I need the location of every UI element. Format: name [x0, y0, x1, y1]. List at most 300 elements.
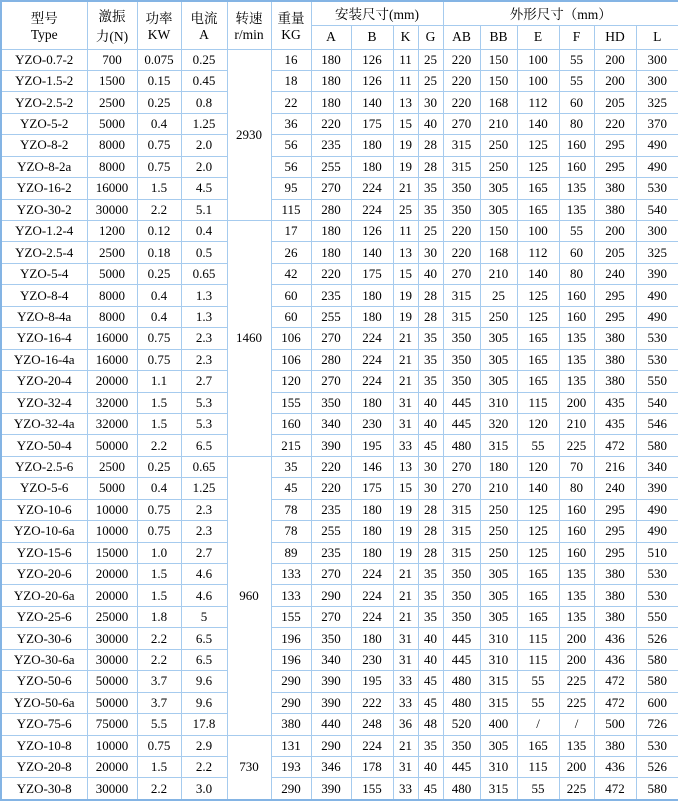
- cell-outline-l: 325: [636, 242, 678, 263]
- cell-mount-b: 126: [351, 49, 393, 70]
- cell-outline-f: 135: [559, 735, 594, 756]
- cell-outline-bb: 305: [480, 564, 517, 585]
- cell-mount-k: 21: [393, 328, 418, 349]
- cell-mount-b: 224: [351, 328, 393, 349]
- cell-outline-e: 115: [517, 649, 559, 670]
- cell-weight: 193: [271, 756, 311, 777]
- header-current: [181, 1, 227, 49]
- cell-outline-ab: 350: [443, 178, 480, 199]
- cell-weight: 89: [271, 542, 311, 563]
- cell-outline-bb: 168: [480, 242, 517, 263]
- cell-outline-hd: 200: [594, 221, 636, 242]
- cell-mount-g: 48: [418, 714, 443, 735]
- cell-outline-bb: 25: [480, 285, 517, 306]
- cell-outline-f: 160: [559, 156, 594, 177]
- cell-outline-ab: 445: [443, 756, 480, 777]
- cell-force: 50000: [87, 435, 137, 456]
- header-speed-cn: 转速: [235, 11, 263, 27]
- cell-power: 2.2: [137, 778, 181, 800]
- cell-outline-l: 490: [636, 521, 678, 542]
- cell-outline-l: 370: [636, 113, 678, 134]
- cell-mount-k: 11: [393, 70, 418, 91]
- cell-outline-l: 550: [636, 606, 678, 627]
- cell-outline-ab: 445: [443, 628, 480, 649]
- cell-outline-f: 200: [559, 649, 594, 670]
- cell-weight: 155: [271, 606, 311, 627]
- cell-force: 15000: [87, 542, 137, 563]
- cell-mount-g: 40: [418, 649, 443, 670]
- cell-outline-bb: 320: [480, 413, 517, 434]
- cell-mount-g: 35: [418, 328, 443, 349]
- cell-weight: 78: [271, 499, 311, 520]
- cell-type: YZO-8-4a: [1, 306, 87, 327]
- cell-outline-l: 300: [636, 221, 678, 242]
- cell-power: 3.7: [137, 671, 181, 692]
- cell-outline-hd: 240: [594, 478, 636, 499]
- cell-current: 4.6: [181, 564, 227, 585]
- cell-type: YZO-0.7-2: [1, 49, 87, 70]
- header-current-cn: 电流: [190, 11, 218, 27]
- cell-current: 0.45: [181, 70, 227, 91]
- cell-outline-l: 490: [636, 285, 678, 306]
- table-row: [1, 585, 678, 606]
- cell-mount-b: 248: [351, 714, 393, 735]
- cell-outline-e: 115: [517, 628, 559, 649]
- cell-type: YZO-8-2: [1, 135, 87, 156]
- cell-outline-f: 160: [559, 306, 594, 327]
- cell-force: 20000: [87, 756, 137, 777]
- cell-weight: 106: [271, 328, 311, 349]
- cell-power: 0.4: [137, 478, 181, 499]
- cell-outline-f: 70: [559, 456, 594, 477]
- cell-outline-ab: 220: [443, 92, 480, 113]
- cell-outline-bb: 210: [480, 263, 517, 284]
- cell-mount-k: 21: [393, 564, 418, 585]
- header-outline-ab: AB: [443, 25, 480, 49]
- cell-current: 2.7: [181, 542, 227, 563]
- cell-weight: 18: [271, 70, 311, 91]
- cell-power: 5.5: [137, 714, 181, 735]
- cell-mount-a: 340: [311, 413, 351, 434]
- cell-mount-k: 31: [393, 649, 418, 670]
- cell-force: 5000: [87, 263, 137, 284]
- header-outline-bb: BB: [480, 25, 517, 49]
- cell-mount-a: 220: [311, 263, 351, 284]
- cell-mount-b: 230: [351, 413, 393, 434]
- cell-force: 32000: [87, 392, 137, 413]
- cell-outline-bb: 305: [480, 585, 517, 606]
- cell-power: 1.5: [137, 585, 181, 606]
- cell-power: 1.5: [137, 178, 181, 199]
- cell-mount-b: 126: [351, 70, 393, 91]
- cell-outline-e: 120: [517, 456, 559, 477]
- cell-mount-g: 40: [418, 756, 443, 777]
- cell-force: 2500: [87, 242, 137, 263]
- cell-mount-a: 255: [311, 156, 351, 177]
- cell-current: 0.25: [181, 49, 227, 70]
- cell-mount-b: 180: [351, 499, 393, 520]
- cell-current: 6.5: [181, 628, 227, 649]
- cell-weight: 115: [271, 199, 311, 220]
- cell-outline-e: 140: [517, 478, 559, 499]
- cell-power: 0.25: [137, 263, 181, 284]
- cell-outline-hd: 472: [594, 671, 636, 692]
- cell-outline-l: 540: [636, 392, 678, 413]
- cell-power: 3.7: [137, 692, 181, 713]
- cell-outline-e: 115: [517, 756, 559, 777]
- cell-outline-bb: 305: [480, 328, 517, 349]
- cell-type: YZO-1.2-4: [1, 221, 87, 242]
- cell-outline-e: 165: [517, 606, 559, 627]
- table-row: [1, 371, 678, 392]
- cell-outline-f: 135: [559, 585, 594, 606]
- cell-current: 2.3: [181, 499, 227, 520]
- cell-outline-e: 165: [517, 585, 559, 606]
- table-row: [1, 671, 678, 692]
- header-speed-unit: r/min: [234, 27, 264, 43]
- cell-outline-l: 550: [636, 371, 678, 392]
- cell-mount-b: 230: [351, 649, 393, 670]
- cell-current: 5.1: [181, 199, 227, 220]
- cell-mount-b: 180: [351, 628, 393, 649]
- cell-type: YZO-5-4: [1, 263, 87, 284]
- cell-current: 2.9: [181, 735, 227, 756]
- cell-outline-ab: 350: [443, 606, 480, 627]
- table-row: [1, 285, 678, 306]
- cell-outline-e: 165: [517, 735, 559, 756]
- table-row: [1, 70, 678, 91]
- cell-outline-e: 125: [517, 521, 559, 542]
- cell-outline-f: 55: [559, 49, 594, 70]
- cell-mount-g: 28: [418, 285, 443, 306]
- cell-outline-hd: 205: [594, 92, 636, 113]
- cell-mount-a: 280: [311, 349, 351, 370]
- cell-outline-f: 200: [559, 392, 594, 413]
- cell-mount-b: 155: [351, 778, 393, 800]
- cell-outline-bb: 315: [480, 671, 517, 692]
- cell-mount-a: 390: [311, 692, 351, 713]
- cell-outline-ab: 220: [443, 49, 480, 70]
- cell-mount-k: 21: [393, 178, 418, 199]
- cell-outline-ab: 350: [443, 328, 480, 349]
- cell-mount-g: 40: [418, 392, 443, 413]
- cell-current: 3.0: [181, 778, 227, 800]
- cell-force: 20000: [87, 585, 137, 606]
- cell-outline-ab: 520: [443, 714, 480, 735]
- cell-force: 20000: [87, 564, 137, 585]
- cell-outline-hd: 295: [594, 285, 636, 306]
- cell-mount-b: 175: [351, 113, 393, 134]
- cell-outline-ab: 270: [443, 478, 480, 499]
- cell-mount-a: 346: [311, 756, 351, 777]
- cell-outline-e: 100: [517, 70, 559, 91]
- cell-outline-hd: 380: [594, 178, 636, 199]
- cell-outline-bb: 315: [480, 435, 517, 456]
- cell-outline-ab: 220: [443, 70, 480, 91]
- cell-outline-l: 526: [636, 756, 678, 777]
- cell-mount-k: 15: [393, 478, 418, 499]
- cell-mount-b: 195: [351, 435, 393, 456]
- cell-outline-e: 55: [517, 435, 559, 456]
- cell-force: 50000: [87, 692, 137, 713]
- cell-force: 30000: [87, 199, 137, 220]
- cell-outline-ab: 220: [443, 242, 480, 263]
- cell-outline-ab: 480: [443, 778, 480, 800]
- cell-outline-f: 135: [559, 178, 594, 199]
- table-row: [1, 564, 678, 585]
- cell-weight: 42: [271, 263, 311, 284]
- cell-mount-a: 220: [311, 478, 351, 499]
- table-row: [1, 349, 678, 370]
- cell-force: 2500: [87, 92, 137, 113]
- cell-force: 5000: [87, 478, 137, 499]
- header-force: [87, 1, 137, 49]
- cell-current: 9.6: [181, 671, 227, 692]
- cell-current: 1.25: [181, 478, 227, 499]
- cell-outline-ab: 445: [443, 649, 480, 670]
- cell-outline-e: 100: [517, 49, 559, 70]
- cell-force: 50000: [87, 671, 137, 692]
- cell-mount-b: 126: [351, 221, 393, 242]
- cell-mount-a: 180: [311, 242, 351, 263]
- cell-power: 0.25: [137, 456, 181, 477]
- cell-outline-e: 125: [517, 135, 559, 156]
- cell-outline-ab: 480: [443, 692, 480, 713]
- cell-mount-g: 28: [418, 542, 443, 563]
- header-outline-group: 外形尺寸（mm）: [443, 1, 678, 25]
- cell-mount-g: 28: [418, 306, 443, 327]
- cell-mount-k: 19: [393, 285, 418, 306]
- cell-mount-b: 180: [351, 392, 393, 413]
- cell-outline-hd: 380: [594, 349, 636, 370]
- cell-mount-b: 195: [351, 671, 393, 692]
- cell-mount-a: 270: [311, 178, 351, 199]
- cell-weight: 26: [271, 242, 311, 263]
- cell-current: 5: [181, 606, 227, 627]
- cell-outline-hd: 380: [594, 585, 636, 606]
- cell-mount-b: 180: [351, 306, 393, 327]
- cell-mount-b: 178: [351, 756, 393, 777]
- cell-mount-a: 220: [311, 456, 351, 477]
- table-row: [1, 242, 678, 263]
- cell-outline-l: 580: [636, 671, 678, 692]
- cell-weight: 155: [271, 392, 311, 413]
- cell-outline-hd: 436: [594, 649, 636, 670]
- cell-outline-hd: 295: [594, 306, 636, 327]
- cell-current: 6.5: [181, 649, 227, 670]
- cell-outline-f: 80: [559, 263, 594, 284]
- cell-outline-bb: 305: [480, 178, 517, 199]
- cell-weight: 56: [271, 156, 311, 177]
- cell-type: YZO-75-6: [1, 714, 87, 735]
- cell-mount-k: 36: [393, 714, 418, 735]
- cell-mount-a: 290: [311, 735, 351, 756]
- table-row: [1, 778, 678, 800]
- cell-outline-e: 165: [517, 328, 559, 349]
- table-row: [1, 113, 678, 134]
- table-row: [1, 478, 678, 499]
- cell-weight: 215: [271, 435, 311, 456]
- cell-power: 0.75: [137, 135, 181, 156]
- cell-mount-a: 180: [311, 92, 351, 113]
- cell-outline-l: 546: [636, 413, 678, 434]
- cell-outline-ab: 270: [443, 456, 480, 477]
- cell-current: 5.3: [181, 413, 227, 434]
- cell-outline-hd: 380: [594, 371, 636, 392]
- cell-outline-bb: 150: [480, 221, 517, 242]
- cell-current: 0.65: [181, 263, 227, 284]
- cell-force: 700: [87, 49, 137, 70]
- cell-weight: 196: [271, 628, 311, 649]
- cell-power: 0.075: [137, 49, 181, 70]
- cell-outline-ab: 315: [443, 306, 480, 327]
- table-row: [1, 628, 678, 649]
- cell-weight: 22: [271, 92, 311, 113]
- header-weight-cn: 重量: [277, 11, 305, 27]
- cell-mount-g: 35: [418, 178, 443, 199]
- cell-outline-hd: 472: [594, 435, 636, 456]
- cell-mount-k: 21: [393, 606, 418, 627]
- table-row: [1, 521, 678, 542]
- cell-force: 20000: [87, 371, 137, 392]
- cell-power: 1.5: [137, 564, 181, 585]
- cell-outline-hd: 295: [594, 499, 636, 520]
- header-power: [137, 1, 181, 49]
- cell-outline-e: 115: [517, 392, 559, 413]
- cell-outline-hd: 435: [594, 413, 636, 434]
- cell-outline-ab: 270: [443, 113, 480, 134]
- cell-outline-ab: 315: [443, 521, 480, 542]
- header-force-unit: 力(N): [95, 29, 129, 45]
- cell-outline-f: 55: [559, 221, 594, 242]
- cell-current: 0.8: [181, 92, 227, 113]
- table-row: [1, 714, 678, 735]
- cell-force: 5000: [87, 113, 137, 134]
- cell-outline-e: 55: [517, 778, 559, 800]
- cell-mount-a: 235: [311, 285, 351, 306]
- cell-outline-ab: 350: [443, 371, 480, 392]
- cell-outline-hd: 205: [594, 242, 636, 263]
- cell-mount-k: 31: [393, 392, 418, 413]
- cell-weight: 60: [271, 306, 311, 327]
- cell-outline-bb: 315: [480, 692, 517, 713]
- cell-mount-k: 33: [393, 692, 418, 713]
- cell-weight: 35: [271, 456, 311, 477]
- cell-outline-bb: 315: [480, 778, 517, 800]
- cell-force: 10000: [87, 521, 137, 542]
- cell-type: YZO-32-4a: [1, 413, 87, 434]
- cell-outline-f: 135: [559, 371, 594, 392]
- cell-power: 0.18: [137, 242, 181, 263]
- cell-outline-bb: 310: [480, 756, 517, 777]
- cell-outline-f: 160: [559, 499, 594, 520]
- cell-outline-ab: 315: [443, 156, 480, 177]
- cell-outline-ab: 350: [443, 349, 480, 370]
- cell-speed: 2930: [227, 49, 271, 221]
- cell-mount-b: 224: [351, 585, 393, 606]
- cell-outline-ab: 220: [443, 221, 480, 242]
- cell-outline-l: 530: [636, 328, 678, 349]
- cell-type: YZO-20-8: [1, 756, 87, 777]
- cell-outline-bb: 305: [480, 349, 517, 370]
- cell-outline-ab: 445: [443, 413, 480, 434]
- cell-mount-g: 30: [418, 456, 443, 477]
- cell-mount-k: 31: [393, 413, 418, 434]
- header-mount-group: 安装尺寸(mm): [311, 1, 443, 25]
- cell-weight: 160: [271, 413, 311, 434]
- header-outline-f: F: [559, 25, 594, 49]
- cell-type: YZO-16-4: [1, 328, 87, 349]
- cell-mount-a: 340: [311, 649, 351, 670]
- cell-outline-bb: 250: [480, 499, 517, 520]
- cell-mount-b: 224: [351, 735, 393, 756]
- cell-outline-e: /: [517, 714, 559, 735]
- cell-power: 1.1: [137, 371, 181, 392]
- cell-outline-f: 135: [559, 199, 594, 220]
- cell-force: 16000: [87, 178, 137, 199]
- table-row: [1, 135, 678, 156]
- cell-mount-b: 224: [351, 371, 393, 392]
- cell-current: 1.25: [181, 113, 227, 134]
- cell-speed: 960: [227, 456, 271, 735]
- cell-current: 2.3: [181, 328, 227, 349]
- cell-type: YZO-10-8: [1, 735, 87, 756]
- cell-outline-bb: 310: [480, 628, 517, 649]
- cell-type: YZO-50-6a: [1, 692, 87, 713]
- table-row: [1, 199, 678, 220]
- cell-current: 1.3: [181, 306, 227, 327]
- cell-current: 17.8: [181, 714, 227, 735]
- table-row: [1, 413, 678, 434]
- cell-outline-bb: 310: [480, 392, 517, 413]
- cell-outline-ab: 315: [443, 499, 480, 520]
- cell-outline-f: 160: [559, 285, 594, 306]
- cell-type: YZO-20-6a: [1, 585, 87, 606]
- cell-outline-hd: 380: [594, 564, 636, 585]
- cell-mount-b: 140: [351, 92, 393, 113]
- table-row: [1, 456, 678, 477]
- cell-outline-bb: 210: [480, 478, 517, 499]
- cell-mount-g: 40: [418, 628, 443, 649]
- cell-outline-ab: 350: [443, 585, 480, 606]
- cell-type: YZO-2.5-4: [1, 242, 87, 263]
- cell-current: 1.3: [181, 285, 227, 306]
- cell-outline-hd: 295: [594, 135, 636, 156]
- cell-mount-k: 13: [393, 92, 418, 113]
- cell-mount-g: 28: [418, 135, 443, 156]
- cell-force: 1500: [87, 70, 137, 91]
- cell-mount-g: 45: [418, 692, 443, 713]
- cell-force: 30000: [87, 628, 137, 649]
- cell-current: 0.5: [181, 242, 227, 263]
- cell-outline-bb: 305: [480, 735, 517, 756]
- table-row: [1, 263, 678, 284]
- table-row: [1, 649, 678, 670]
- cell-outline-e: 55: [517, 692, 559, 713]
- header-mount-b: B: [351, 25, 393, 49]
- cell-outline-f: 135: [559, 606, 594, 627]
- cell-mount-g: 35: [418, 564, 443, 585]
- cell-power: 1.5: [137, 756, 181, 777]
- cell-force: 30000: [87, 649, 137, 670]
- cell-weight: 290: [271, 778, 311, 800]
- cell-mount-a: 255: [311, 521, 351, 542]
- cell-mount-g: 45: [418, 671, 443, 692]
- cell-type: YZO-16-4a: [1, 349, 87, 370]
- cell-outline-e: 165: [517, 564, 559, 585]
- cell-outline-hd: 435: [594, 392, 636, 413]
- header-weight: [271, 1, 311, 49]
